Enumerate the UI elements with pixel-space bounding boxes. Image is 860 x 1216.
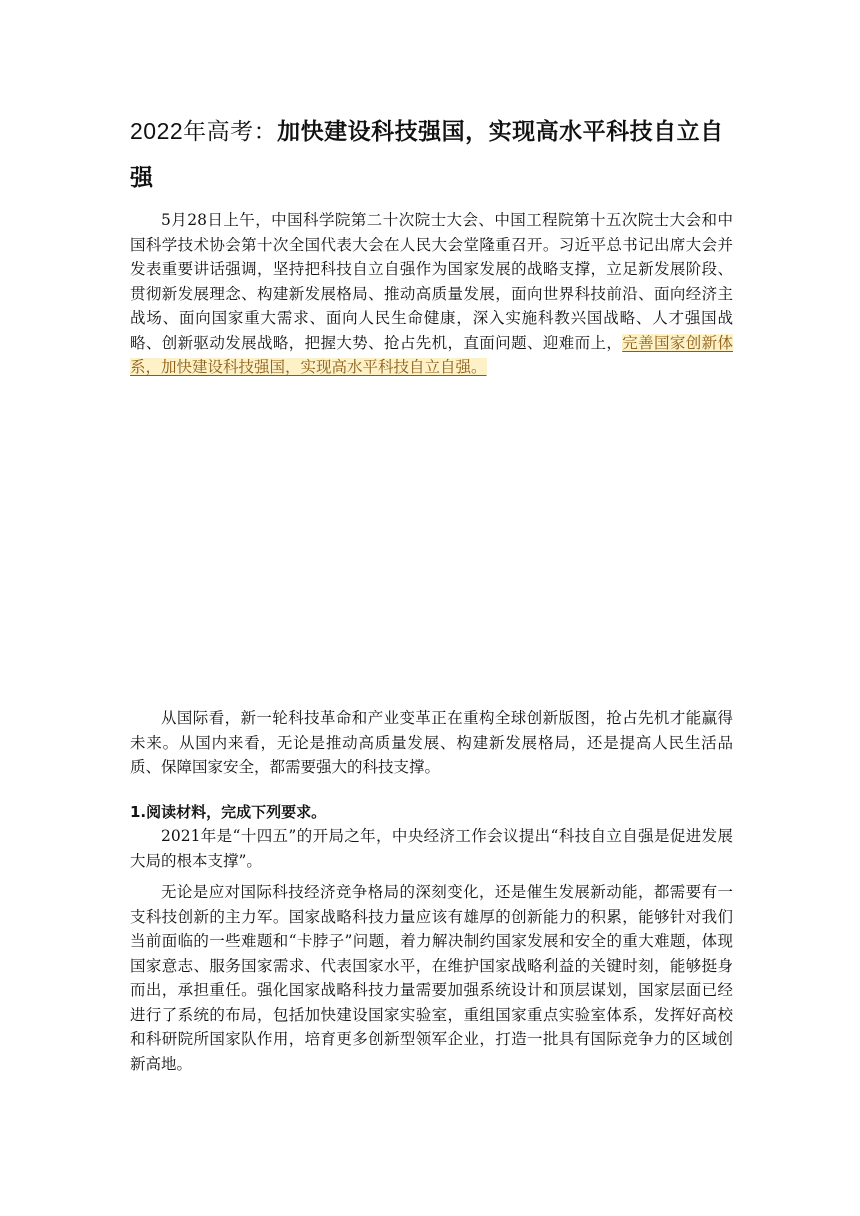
- title-main: 加快建设科技强国，实现高水平科技自立自强: [130, 119, 724, 191]
- title-year-suffix: 年高考：: [183, 119, 278, 145]
- highlighted-sentence: 完善国家创新体系，加快建设科技强国，实现高水平科技自立自强。: [130, 333, 733, 376]
- intro-paragraph-text: 5月28日上午，中国科学院第二十次院士大会、中国工程院第十五次院士大会和中国科学技术协会第十次全国代表大会在人民大会堂隆重召开。习近平总书记出席大会并发表重要讲话强调，坚持把科技自立自强作为国家发展的战略支撑，立足新发展阶段、贯彻新发展理念、构建新发展格局、推动高质量发展，面向世界科技前沿、面向经济主战场、面向国家重大需求、面向人民生命健康，深入实施科教兴国战略、人才强国战略、创新驱动发展战略，把握大势、抢占先机，直面问题、迎难而上，: [130, 211, 733, 352]
- material-paragraph-2: 无论是应对国际科技经济竞争格局的深刻变化，还是催生发展新动能，都需要有一支科技创新的主力军。国家战略科技力量应该有雄厚的创新能力的积累，能够针对我们当前面临的一些难题和“卡脖子”问题，着力解决制约国家发展和安全的重大难题，体现国家意志、服务国家需求、代表国家水平，在维护国家战略利益的关键时刻，能够挺身而出，承担重任。强化国家战略科技力量需要加强系统设计和顶层谋划，国家层面已经进行了系统的布局，包括加快建设国家实验室，重组国家重点实验室体系，发挥好高校和科研院所国家队作用，培育更多创新型领军企业，打造一批具有国际竞争力的区域创新高地。: [130, 883, 733, 1073]
- title-year: 2022: [130, 118, 184, 144]
- context-paragraph: 从国际看，新一轮科技革命和产业变革正在重构全球创新版图，抢占先机才能赢得未来。从国内来看，无论是推动高质量发展、构建新发展格局，还是提高人民生活品质、保障国家安全，都需要强大的科技支撑。: [130, 709, 733, 776]
- document-title: [130, 108, 740, 201]
- intro-paragraph: [130, 208, 733, 380]
- question-heading: 1.阅读材料，完成下列要求。: [130, 803, 327, 821]
- material-paragraph-1: 2021年是“十四五”的开局之年，中央经济工作会议提出“科技自立自强是促进发展大局的根本支撑”。: [130, 827, 733, 870]
